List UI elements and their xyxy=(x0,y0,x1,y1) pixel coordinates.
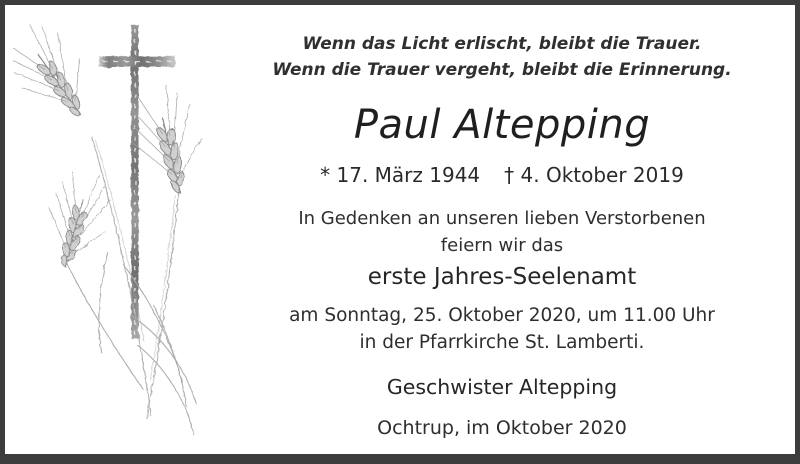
death-date: † 4. Oktober 2019 xyxy=(504,163,684,187)
deceased-name: Paul Altepping xyxy=(353,102,651,148)
invitation-text xyxy=(269,205,735,259)
family-signature: Geschwister Altepping xyxy=(386,375,618,399)
life-dates xyxy=(269,161,735,189)
event-title: erste Jahres-Seelenamt xyxy=(367,264,637,290)
quote-line-2: Wenn die Trauer vergeht, bleibt die Erinnerung. xyxy=(272,60,732,80)
birth-date: * 17. März 1944 xyxy=(320,163,481,187)
place-and-date: Ochtrup, im Oktober 2020 xyxy=(377,417,627,439)
notice-text xyxy=(269,5,735,454)
invitation-line-2: feiern wir das xyxy=(440,235,564,256)
memorial-quote xyxy=(269,31,735,83)
schedule-location: in der Pfarrkirche St. Lamberti. xyxy=(359,332,645,353)
cross-and-wheat-sketch-icon xyxy=(13,11,269,453)
invitation-line-1: In Gedenken an unseren lieben Verstorbenen xyxy=(298,208,706,229)
schedule-datetime: am Sonntag, 25. Oktober 2020, um 11.00 Uhr xyxy=(289,305,715,326)
event-schedule xyxy=(269,302,735,356)
quote-line-1: Wenn das Licht erlischt, bleibt die Trauer. xyxy=(302,34,702,54)
